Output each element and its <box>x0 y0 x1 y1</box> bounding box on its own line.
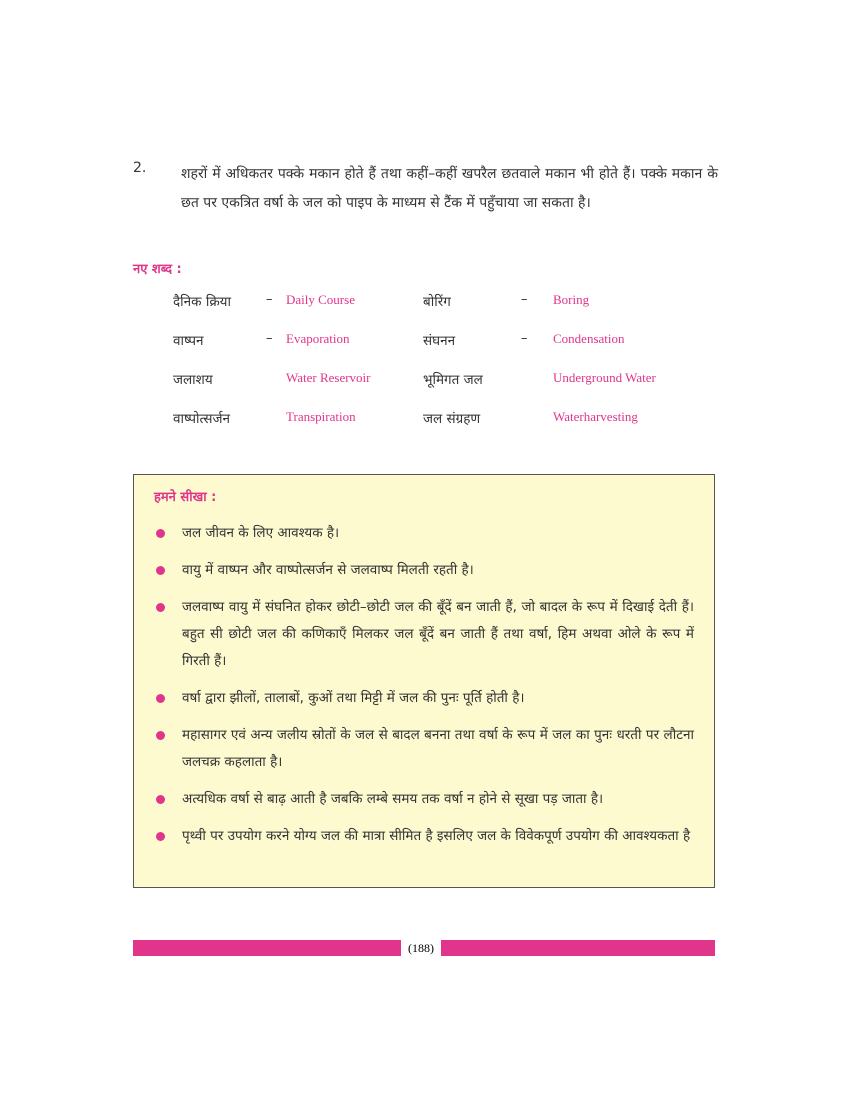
term-dash: – <box>266 331 273 346</box>
hindi-term: जल संग्रहण <box>423 411 481 427</box>
summary-item <box>154 823 694 850</box>
bullet-icon <box>156 795 165 804</box>
summary-item <box>154 786 694 813</box>
page-number: (188) <box>408 941 434 955</box>
hindi-term: भूमिगत जल <box>423 372 483 388</box>
question-number: 2. <box>133 160 147 176</box>
english-term: Underground Water <box>553 370 656 385</box>
summary-title: हमने सीखा : <box>154 490 217 505</box>
hindi-term: बोरिंग <box>423 294 451 310</box>
summary-item <box>154 557 694 584</box>
bullet-icon <box>156 566 165 575</box>
bullet-icon <box>156 529 165 538</box>
summary-item <box>154 594 694 675</box>
bullet-icon <box>156 832 165 841</box>
summary-item-text: पृथ्वी पर उपयोग करने योग्य जल की मात्रा सीमित है इसलिए जल के विवेकपूर्ण उपयोग की आवश्यकता है <box>182 828 691 844</box>
summary-item <box>154 685 694 712</box>
question-block <box>133 160 718 232</box>
hindi-term: जलाशय <box>173 372 213 388</box>
english-term: Boring <box>553 292 590 307</box>
page-footer <box>133 940 715 956</box>
summary-item <box>154 722 694 776</box>
hindi-term: दैनिक क्रिया <box>173 294 232 310</box>
summary-item-text: अत्यधिक वर्षा से बाढ़ आती है जबकि लम्बे समय तक वर्षा न होने से सूखा पड़ जाता है। <box>182 791 604 807</box>
new-words-heading: नए शब्द : <box>133 262 182 277</box>
vocabulary-row <box>173 331 693 370</box>
summary-item-text: जलवाष्प वायु में संघनित होकर छोटी–छोटी जल की बूँदें बन जाती हैं, जो बादल के रूप में दिखाई देती हैं। बहुत सी छोटी जल की कणिकाएँ मिलकर जल बूँदें बन जाती हैं तथा वर्षा, हिम अथवा ओले के रूप में गिरती हैं। <box>182 599 694 669</box>
summary-item-text: जल जीवन के लिए आवश्यक है। <box>182 525 340 541</box>
footer-bar-right <box>441 940 715 956</box>
english-term: Waterharvesting <box>553 409 638 424</box>
english-term: Transpiration <box>286 409 356 424</box>
english-term: Evaporation <box>286 331 350 346</box>
footer-bar-left <box>133 940 401 956</box>
vocabulary-list <box>173 292 693 448</box>
term-dash: – <box>521 331 528 346</box>
summary-item <box>154 520 694 547</box>
hindi-term: वाष्पन <box>173 333 204 349</box>
question-text: शहरों में अधिकतर पक्के मकान होते हैं तथा कहीं–कहीं खपरैल छतवाले मकान भी होते हैं। पक्के मकान के छत पर एकत्रित वर्षा के जल को पाइप के माध्यम से टैंक में पहुँचाया जा सकता है। <box>181 166 718 211</box>
bullet-icon <box>156 731 165 740</box>
hindi-term: संघनन <box>423 333 456 349</box>
bullet-icon <box>156 603 165 612</box>
summary-box <box>133 474 715 888</box>
hindi-term: वाष्पोत्सर्जन <box>173 411 231 427</box>
english-term: Water Reservoir <box>286 370 371 385</box>
vocabulary-row <box>173 409 693 448</box>
term-dash: – <box>521 292 528 307</box>
english-term: Condensation <box>553 331 625 346</box>
summary-item-text: महासागर एवं अन्य जलीय स्रोतों के जल से बादल बनना तथा वर्षा के रूप में जल का पुनः धरती पर लौटना जलचक्र कहलाता है। <box>182 727 694 770</box>
term-dash: – <box>266 292 273 307</box>
english-term: Daily Course <box>286 292 355 307</box>
vocabulary-row <box>173 370 693 409</box>
vocabulary-row <box>173 292 693 331</box>
bullet-icon <box>156 694 165 703</box>
summary-item-text: वायु में वाष्पन और वाष्पोत्सर्जन से जलवाष्प मिलती रहती है। <box>182 562 474 578</box>
summary-list <box>154 520 694 850</box>
summary-item-text: वर्षा द्वारा झीलों, तालाबों, कुओं तथा मिट्टी में जल की पुनः पूर्ति होती है। <box>182 690 525 706</box>
